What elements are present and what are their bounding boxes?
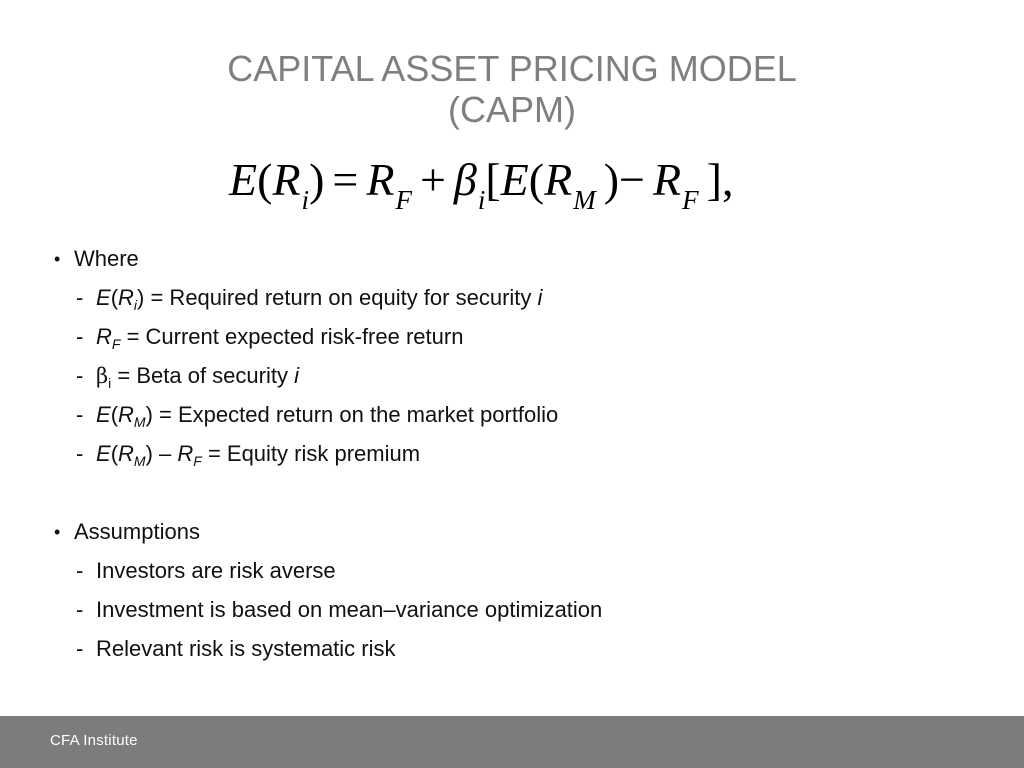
where-item-3: - $\beta_i$ = Beta of security i (76, 363, 299, 391)
bullet-where-label: Where (74, 246, 139, 271)
where-item-5: - $E(R_M) - R_F$ = Equity risk premium (76, 441, 421, 469)
formula-R: R (272, 154, 301, 205)
formula-R-3: R (544, 154, 573, 205)
assumption-item-3-text: Relevant risk is systematic risk (96, 636, 396, 661)
formula-sub-M: M (573, 185, 596, 215)
footer-label: CFA Institute (50, 732, 138, 749)
dash: - (76, 636, 84, 661)
formula-eq: = (332, 154, 359, 205)
formula-lparen-2: ( (528, 154, 545, 205)
assumption-item-3 (54, 634, 954, 664)
dash: - (76, 597, 84, 622)
formula-sub-F-2: F (682, 185, 699, 215)
assumption-item-2-text: Investment is based on mean–variance optimization (96, 597, 603, 622)
dash: - (76, 324, 84, 349)
capm-formula (229, 150, 829, 220)
formula-R-2: R (366, 154, 395, 205)
where-item-5-text: = Equity risk premium (201, 441, 421, 466)
where-item-4-text: = Expected return on the market portfolio (152, 402, 559, 427)
where-item-1-text: = Required return on equity for security (144, 285, 538, 310)
bullet-dot: • (54, 522, 61, 542)
formula-comma: , (721, 154, 734, 205)
formula-rparen-2: ) (603, 154, 620, 205)
formula-lbrack: [ (485, 154, 501, 205)
slide-body (54, 244, 954, 673)
dash: - (76, 402, 84, 427)
bullet-assumptions-label: Assumptions (74, 519, 200, 544)
bullet-where (54, 244, 954, 274)
where-item-3-tail: i (294, 363, 299, 388)
formula-E: E (229, 154, 258, 205)
where-item-2-text: = Current expected risk-free return (120, 324, 464, 349)
formula-sub-i: i (301, 185, 310, 215)
assumption-item-2 (54, 595, 954, 625)
formula-sub-F: F (395, 185, 412, 215)
dash: - (76, 285, 84, 310)
formula-sub-i-2: i (477, 185, 486, 215)
where-item-1: - $E(R_i)$ = Required return on equity for security i (76, 285, 543, 313)
where-item-4: - $E(R_M)$ = Expected return on the market portfolio (76, 402, 559, 430)
formula-beta: β (453, 154, 477, 205)
formula-rparen: ) (309, 154, 325, 205)
dash: - (76, 363, 84, 388)
assumption-item-1 (54, 556, 954, 586)
footer-bar (0, 716, 1024, 768)
where-item-2: - $R_F$ = Current expected risk-free return (76, 324, 464, 352)
formula-lparen: ( (257, 154, 273, 205)
dash: - (76, 558, 84, 583)
slide-title-line-1: CAPITAL ASSET PRICING MODEL (227, 48, 797, 89)
formula-rbrack: ] (706, 154, 722, 205)
bullet-assumptions (54, 517, 954, 547)
where-item-3-text: = Beta of security (111, 363, 295, 388)
bullet-dot: • (54, 249, 61, 269)
dash: - (76, 441, 84, 466)
formula-E-2: E (500, 154, 529, 205)
slide-title-line-2: (CAPM) (448, 89, 576, 130)
where-item-1-tail: i (537, 285, 543, 310)
formula-R-4: R (653, 154, 682, 205)
formula-plus: + (419, 154, 446, 205)
slide-title (0, 48, 1024, 130)
formula-minus: − (619, 154, 645, 205)
assumption-item-1-text: Investors are risk averse (96, 558, 336, 583)
